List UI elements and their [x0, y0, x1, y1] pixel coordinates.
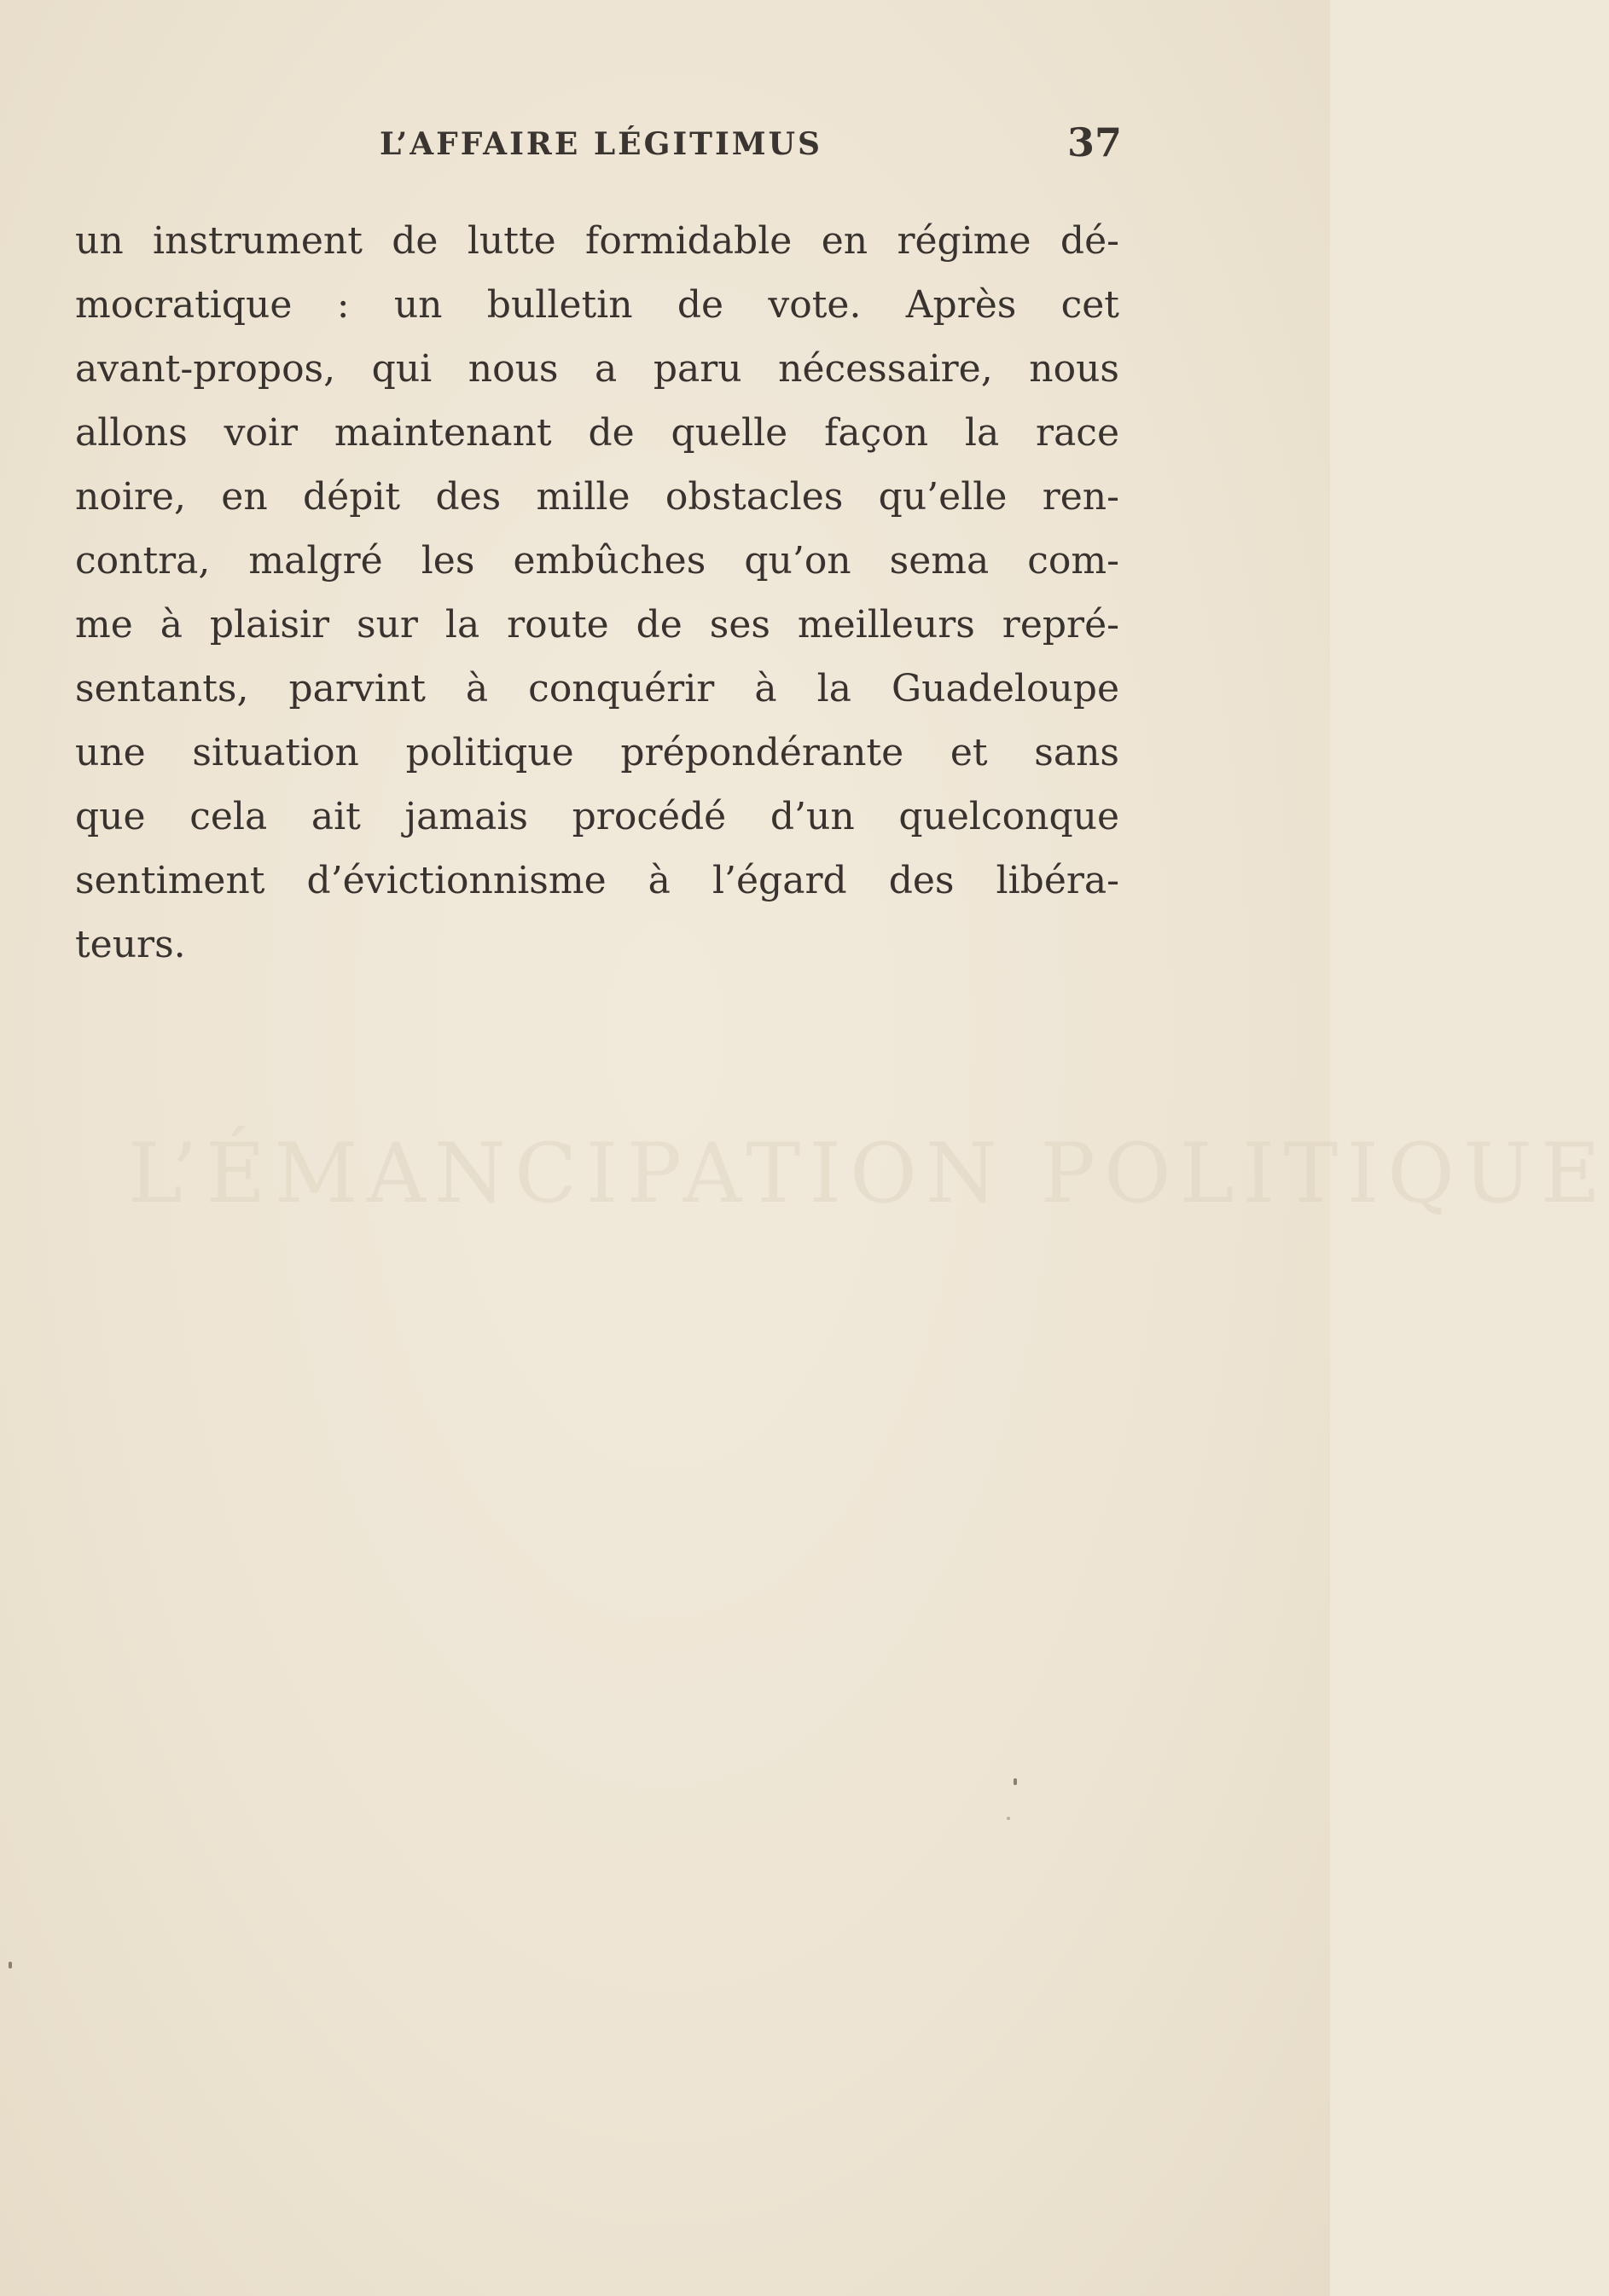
text-line: que cela ait jamais procédé d’un quelconque: [75, 795, 1119, 838]
text-line: un instrument de lutte formidable en régime dé-: [75, 219, 1119, 263]
text-line: teurs.: [75, 923, 186, 966]
text-line: une situation politique prépondérante et sans: [75, 731, 1119, 774]
text-line: sentants, parvint à conquérir à la Guadeloupe: [75, 667, 1119, 710]
text-line: allons voir maintenant de quelle façon la race: [75, 411, 1119, 455]
text-line: contra, malgré les embûches qu’on sema com-: [75, 539, 1119, 583]
text-line: mocratique : un bulletin de vote. Après cet: [75, 283, 1119, 327]
running-head: [380, 119, 1122, 171]
text-line: sentiment d’évictionnisme à l’égard des libéra-: [75, 859, 1119, 902]
bleed-through-text: L’ÉMANCIPATION POLITIQUE: [128, 1126, 1609, 1221]
paper-speck: [1014, 1778, 1017, 1785]
text-line: me à plaisir sur la route de ses meilleurs repré-: [75, 603, 1119, 646]
body-paragraph: [75, 209, 1119, 977]
paper-speck: [1007, 1817, 1010, 1820]
text-line: avant-propos, qui nous a paru nécessaire, nous: [75, 347, 1119, 391]
paper-speck: [9, 1962, 12, 1968]
running-title: L’AFFAIRE LÉGITIMUS: [380, 126, 823, 162]
page-number: 37: [1066, 119, 1122, 165]
text-line: noire, en dépit des mille obstacles qu’elle ren-: [75, 475, 1119, 519]
